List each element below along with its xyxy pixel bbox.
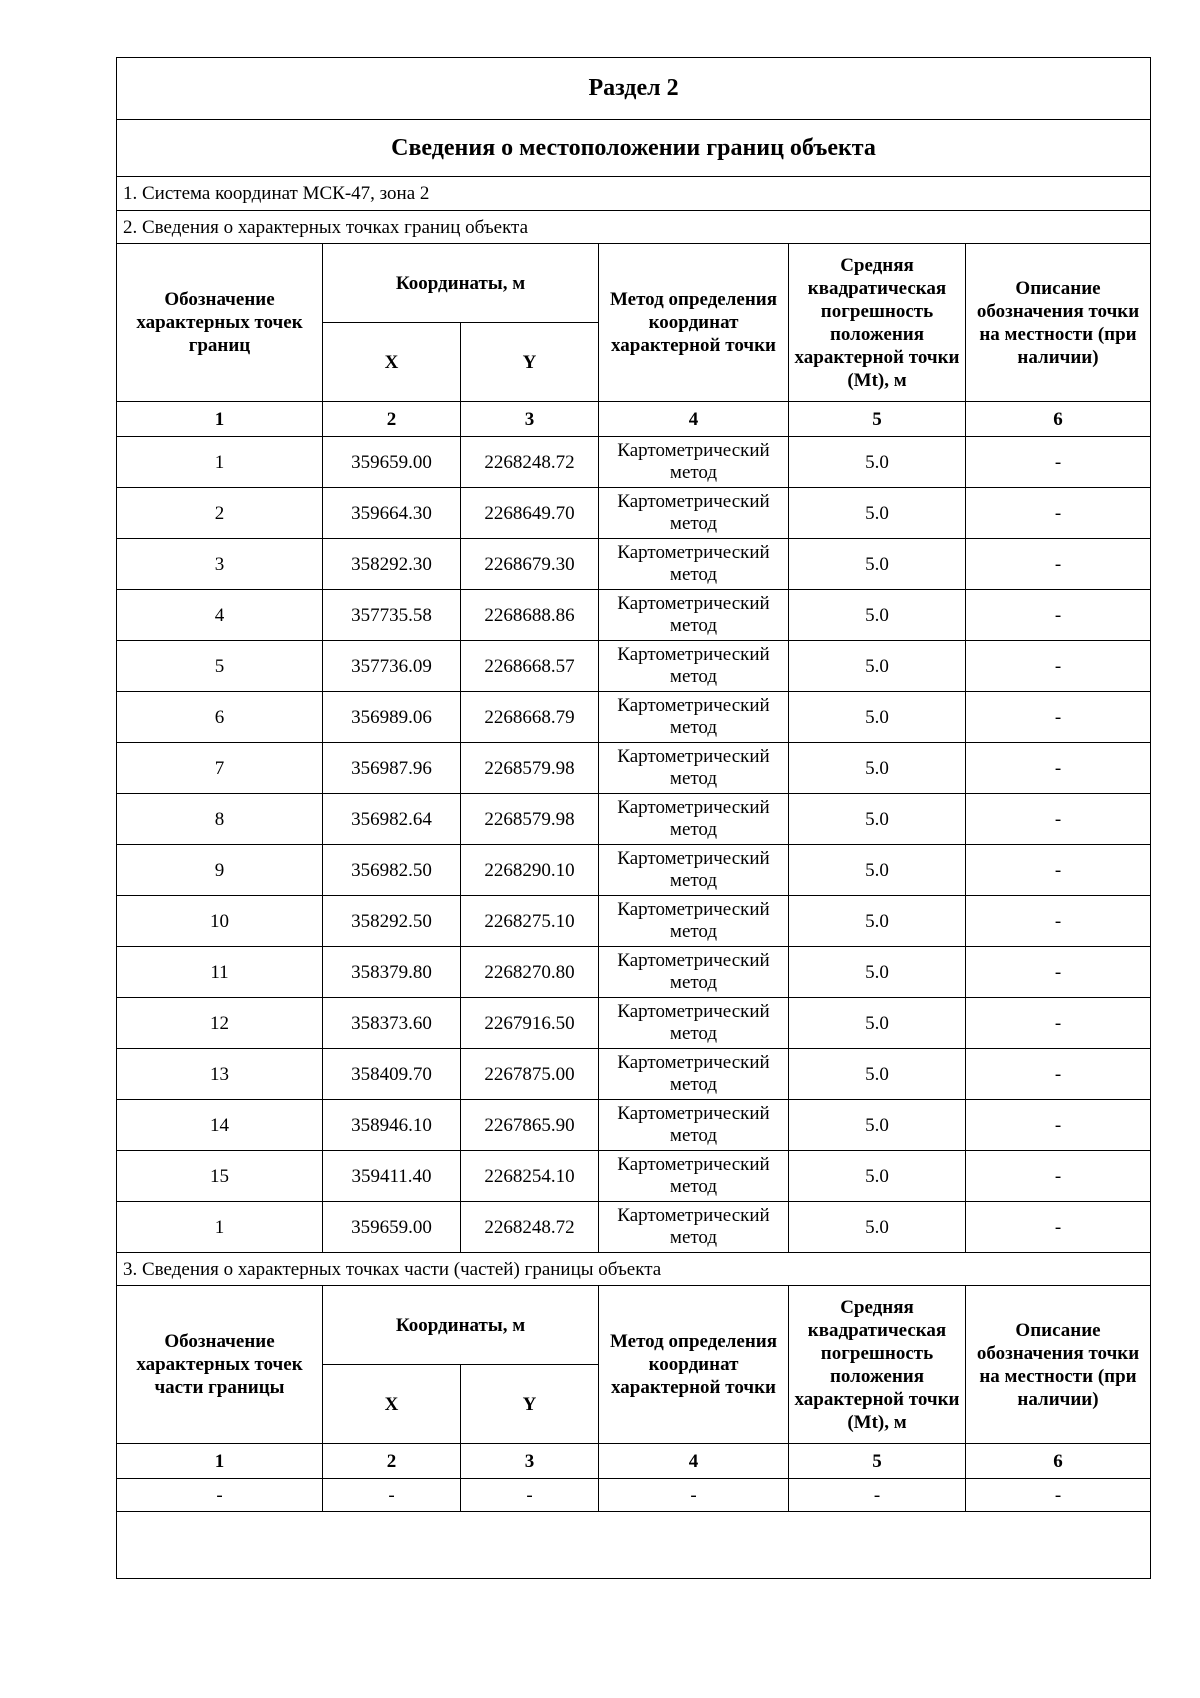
y-coordinate-cell: 2267875.00 bbox=[461, 1049, 599, 1100]
method-cell: Картометрический метод bbox=[599, 947, 789, 998]
table-row bbox=[117, 845, 1151, 896]
point-number-cell: 8 bbox=[117, 794, 323, 845]
error-cell: 5.0 bbox=[789, 845, 966, 896]
method-cell: Картометрический метод bbox=[599, 896, 789, 947]
column-number: 5 bbox=[789, 1444, 966, 1479]
point-number-cell: 3 bbox=[117, 539, 323, 590]
x-coordinate-cell: 358946.10 bbox=[323, 1100, 461, 1151]
parts-heading: 3. Сведения о характерных точках части (частей) границы объекта bbox=[117, 1253, 1151, 1286]
point-number-cell: 14 bbox=[117, 1100, 323, 1151]
y-coordinate-cell: 2268649.70 bbox=[461, 488, 599, 539]
table-row bbox=[117, 743, 1151, 794]
x-coordinate-cell: 358292.50 bbox=[323, 896, 461, 947]
description-cell: - bbox=[966, 794, 1151, 845]
header-method: Метод определения координат характерной точки bbox=[599, 244, 789, 402]
x-coordinate-cell: 358409.70 bbox=[323, 1049, 461, 1100]
description-cell: - bbox=[966, 1151, 1151, 1202]
y-coordinate-cell: 2268688.86 bbox=[461, 590, 599, 641]
x-coordinate-cell: 359411.40 bbox=[323, 1151, 461, 1202]
x-coordinate-cell: 359664.30 bbox=[323, 488, 461, 539]
y-coordinate-cell: 2268668.57 bbox=[461, 641, 599, 692]
y-coordinate-cell: 2268679.30 bbox=[461, 539, 599, 590]
point-number-cell: 12 bbox=[117, 998, 323, 1049]
header2-coordinates: Координаты, м bbox=[323, 1286, 599, 1365]
point-number-cell: 13 bbox=[117, 1049, 323, 1100]
x-coordinate-cell: 356982.64 bbox=[323, 794, 461, 845]
description-cell: - bbox=[966, 1202, 1151, 1253]
y-coordinate-cell: 2268270.80 bbox=[461, 947, 599, 998]
header2-designation: Обозначение характерных точек части границы bbox=[117, 1286, 323, 1444]
error-cell: 5.0 bbox=[789, 692, 966, 743]
table-row bbox=[117, 539, 1151, 590]
column-numbers-row-2 bbox=[117, 1444, 1151, 1479]
y-coordinate-cell: 2267865.90 bbox=[461, 1100, 599, 1151]
table-row bbox=[117, 1049, 1151, 1100]
header-description: Описание обозначения точки на местности (при наличии) bbox=[966, 244, 1151, 402]
description-cell: - bbox=[966, 539, 1151, 590]
table-row bbox=[117, 1100, 1151, 1151]
header2-method: Метод определения координат характерной точки bbox=[599, 1286, 789, 1444]
empty-cell: - bbox=[966, 1479, 1151, 1512]
coord-system-line: 1. Система координат МСК-47, зона 2 bbox=[117, 177, 1151, 211]
column-number: 1 bbox=[117, 402, 323, 437]
x-coordinate-cell: 357736.09 bbox=[323, 641, 461, 692]
empty-cell: - bbox=[599, 1479, 789, 1512]
y-coordinate-cell: 2268254.10 bbox=[461, 1151, 599, 1202]
method-cell: Картометрический метод bbox=[599, 437, 789, 488]
description-cell: - bbox=[966, 692, 1151, 743]
method-cell: Картометрический метод bbox=[599, 1151, 789, 1202]
point-number-cell: 6 bbox=[117, 692, 323, 743]
y-coordinate-cell: 2268290.10 bbox=[461, 845, 599, 896]
column-number: 2 bbox=[323, 1444, 461, 1479]
column-numbers-row bbox=[117, 402, 1151, 437]
x-coordinate-cell: 358292.30 bbox=[323, 539, 461, 590]
point-number-cell: 7 bbox=[117, 743, 323, 794]
points-heading: 2. Сведения о характерных точках границ объекта bbox=[117, 211, 1151, 244]
point-number-cell: 1 bbox=[117, 1202, 323, 1253]
header2-error: Средняя квадратическая погрешность положения характерной точки (Mt), м bbox=[789, 1286, 966, 1444]
column-number: 3 bbox=[461, 402, 599, 437]
y-coordinate-cell: 2267916.50 bbox=[461, 998, 599, 1049]
x-coordinate-cell: 356982.50 bbox=[323, 845, 461, 896]
description-cell: - bbox=[966, 1049, 1151, 1100]
header2-x: X bbox=[323, 1365, 461, 1444]
error-cell: 5.0 bbox=[789, 794, 966, 845]
empty-cell: - bbox=[323, 1479, 461, 1512]
method-cell: Картометрический метод bbox=[599, 539, 789, 590]
empty-cell: - bbox=[461, 1479, 599, 1512]
error-cell: 5.0 bbox=[789, 437, 966, 488]
column-number: 4 bbox=[599, 1444, 789, 1479]
table-row bbox=[117, 998, 1151, 1049]
empty-parts-row bbox=[117, 1479, 1151, 1512]
method-cell: Картометрический метод bbox=[599, 794, 789, 845]
blank-footer-cell bbox=[117, 1512, 1151, 1579]
header-error: Средняя квадратическая погрешность положения характерной точки (Mt), м bbox=[789, 244, 966, 402]
y-coordinate-cell: 2268248.72 bbox=[461, 1202, 599, 1253]
point-number-cell: 1 bbox=[117, 437, 323, 488]
description-cell: - bbox=[966, 743, 1151, 794]
table-row bbox=[117, 692, 1151, 743]
method-cell: Картометрический метод bbox=[599, 692, 789, 743]
empty-cell: - bbox=[117, 1479, 323, 1512]
document-subtitle: Сведения о местоположении границ объекта bbox=[117, 120, 1151, 177]
table-row bbox=[117, 1151, 1151, 1202]
boundary-table bbox=[116, 57, 1151, 1579]
column-number: 1 bbox=[117, 1444, 323, 1479]
point-number-cell: 15 bbox=[117, 1151, 323, 1202]
x-coordinate-cell: 359659.00 bbox=[323, 1202, 461, 1253]
point-number-cell: 2 bbox=[117, 488, 323, 539]
description-cell: - bbox=[966, 998, 1151, 1049]
point-number-cell: 10 bbox=[117, 896, 323, 947]
description-cell: - bbox=[966, 1100, 1151, 1151]
y-coordinate-cell: 2268579.98 bbox=[461, 743, 599, 794]
method-cell: Картометрический метод bbox=[599, 998, 789, 1049]
table-row bbox=[117, 794, 1151, 845]
error-cell: 5.0 bbox=[789, 896, 966, 947]
column-number: 6 bbox=[966, 402, 1151, 437]
method-cell: Картометрический метод bbox=[599, 1049, 789, 1100]
section-title: Раздел 2 bbox=[117, 58, 1151, 120]
column-number: 3 bbox=[461, 1444, 599, 1479]
error-cell: 5.0 bbox=[789, 539, 966, 590]
error-cell: 5.0 bbox=[789, 1151, 966, 1202]
header2-description: Описание обозначения точки на местности (при наличии) bbox=[966, 1286, 1151, 1444]
error-cell: 5.0 bbox=[789, 488, 966, 539]
point-number-cell: 5 bbox=[117, 641, 323, 692]
description-cell: - bbox=[966, 641, 1151, 692]
description-cell: - bbox=[966, 488, 1151, 539]
table-row bbox=[117, 437, 1151, 488]
header-x: X bbox=[323, 323, 461, 402]
error-cell: 5.0 bbox=[789, 1049, 966, 1100]
method-cell: Картометрический метод bbox=[599, 743, 789, 794]
column-number: 2 bbox=[323, 402, 461, 437]
header2-y: Y bbox=[461, 1365, 599, 1444]
error-cell: 5.0 bbox=[789, 641, 966, 692]
header-coordinates: Координаты, м bbox=[323, 244, 599, 323]
method-cell: Картометрический метод bbox=[599, 845, 789, 896]
error-cell: 5.0 bbox=[789, 1100, 966, 1151]
description-cell: - bbox=[966, 947, 1151, 998]
description-cell: - bbox=[966, 590, 1151, 641]
table-row bbox=[117, 488, 1151, 539]
table-row bbox=[117, 947, 1151, 998]
column-number: 4 bbox=[599, 402, 789, 437]
error-cell: 5.0 bbox=[789, 1202, 966, 1253]
point-number-cell: 11 bbox=[117, 947, 323, 998]
table-row bbox=[117, 590, 1151, 641]
y-coordinate-cell: 2268579.98 bbox=[461, 794, 599, 845]
x-coordinate-cell: 359659.00 bbox=[323, 437, 461, 488]
error-cell: 5.0 bbox=[789, 590, 966, 641]
y-coordinate-cell: 2268248.72 bbox=[461, 437, 599, 488]
method-cell: Картометрический метод bbox=[599, 488, 789, 539]
x-coordinate-cell: 358379.80 bbox=[323, 947, 461, 998]
error-cell: 5.0 bbox=[789, 947, 966, 998]
error-cell: 5.0 bbox=[789, 998, 966, 1049]
document-sheet bbox=[116, 57, 1150, 1604]
y-coordinate-cell: 2268668.79 bbox=[461, 692, 599, 743]
method-cell: Картометрический метод bbox=[599, 641, 789, 692]
y-coordinate-cell: 2268275.10 bbox=[461, 896, 599, 947]
x-coordinate-cell: 358373.60 bbox=[323, 998, 461, 1049]
table-row bbox=[117, 1202, 1151, 1253]
description-cell: - bbox=[966, 896, 1151, 947]
method-cell: Картометрический метод bbox=[599, 590, 789, 641]
table-row bbox=[117, 896, 1151, 947]
column-number: 5 bbox=[789, 402, 966, 437]
table-row bbox=[117, 641, 1151, 692]
empty-cell: - bbox=[789, 1479, 966, 1512]
method-cell: Картометрический метод bbox=[599, 1202, 789, 1253]
method-cell: Картометрический метод bbox=[599, 1100, 789, 1151]
error-cell: 5.0 bbox=[789, 743, 966, 794]
header-designation: Обозначение характерных точек границ bbox=[117, 244, 323, 402]
header-y: Y bbox=[461, 323, 599, 402]
description-cell: - bbox=[966, 437, 1151, 488]
point-number-cell: 9 bbox=[117, 845, 323, 896]
x-coordinate-cell: 356987.96 bbox=[323, 743, 461, 794]
point-number-cell: 4 bbox=[117, 590, 323, 641]
x-coordinate-cell: 357735.58 bbox=[323, 590, 461, 641]
column-number: 6 bbox=[966, 1444, 1151, 1479]
x-coordinate-cell: 356989.06 bbox=[323, 692, 461, 743]
description-cell: - bbox=[966, 845, 1151, 896]
